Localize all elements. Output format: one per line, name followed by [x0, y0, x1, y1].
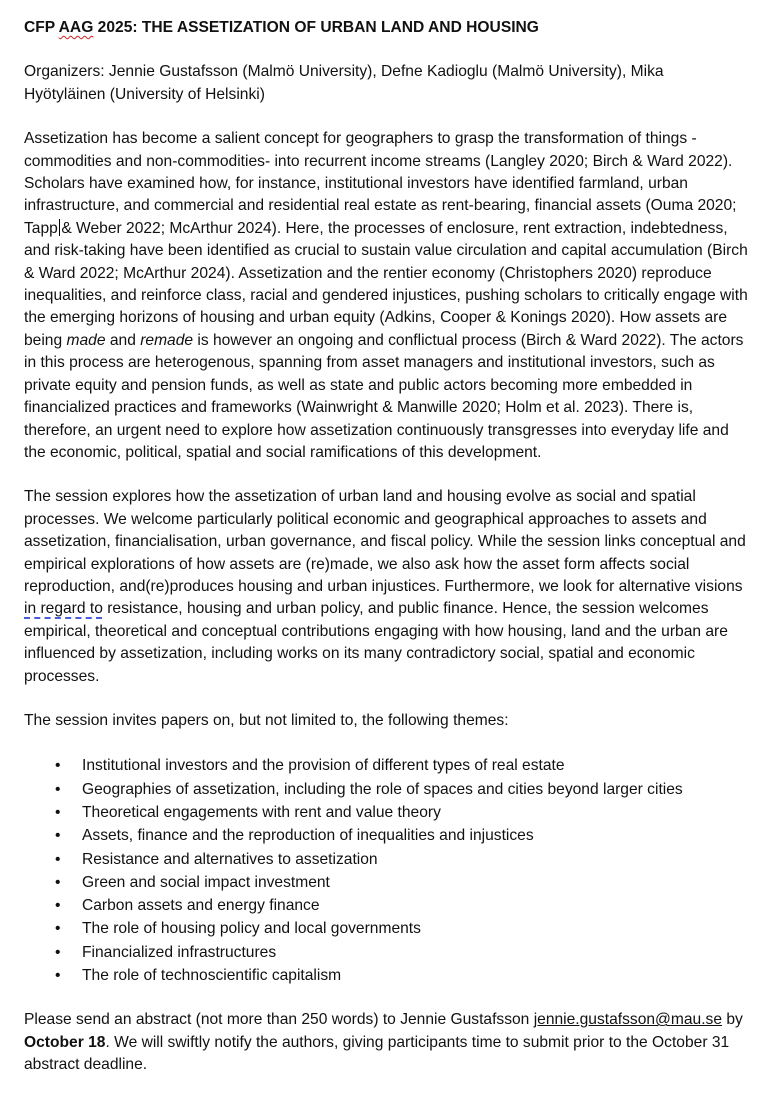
theme-text: Geographies of assetization, including the role of spaces and cities beyond larger cities: [82, 780, 683, 798]
theme-text: The role of technoscientific capitalism: [82, 967, 342, 985]
list-item: [24, 871, 748, 894]
session-paragraph: [24, 486, 748, 688]
bullet-icon: •: [55, 803, 61, 821]
intro-text-part3: is however an ongoing and conflictual process (Birch & Ward 2022). The actors in this process are heterogenous, spanning from asset managers and institutional investors, such as private equity and pension funds, as well as state and public actors becoming more embedded in financialized practices and frameworks (Wainwright & Manwille 2020; Holm et al. 2023). There is, therefore, an urgent need to explore how assetization continuously transgresses into everyday life and the economic, political, spatial and social ramifications of this development.: [24, 331, 744, 461]
grammar-flagged-phrase[interactable]: in regard to: [24, 600, 103, 618]
session-text-part2: resistance, housing and urban policy, and public finance. Hence, the session welcomes empirical, theoretical and conceptual contributions engaging with how housing, land and the urban are influenced by assetization, including works on its many contradictory social, spatial and economic processes.: [24, 600, 728, 685]
themes-intro: The session invites papers on, but not limited to, the following themes:: [24, 711, 509, 729]
theme-text: Assets, finance and the reproduction of inequalities and injustices: [82, 827, 534, 845]
document-page: [24, 17, 748, 1099]
bullet-icon: •: [55, 827, 61, 845]
theme-text: Institutional investors and the provision of different types of real estate: [82, 757, 565, 775]
bullet-icon: •: [55, 780, 61, 798]
session-text-part1: The session explores how the assetization of urban land and housing evolve as social and spatial processes. We welcome particularly political economic and geographical approaches to assets and assetization, financialisation, urban governance, and fiscal policy. While the session links conceptual and empirical explorations of how assets are (re)made, we also ask how the asset form affects social reproduction, and(re)produces housing and urban injustices. Furthermore, we look for alternative visions: [24, 488, 746, 595]
bullet-icon: •: [55, 873, 61, 891]
bullet-icon: •: [55, 943, 61, 961]
title-prefix: CFP: [24, 19, 55, 36]
closing-paragraph: [24, 1009, 748, 1076]
bullet-icon: •: [55, 967, 61, 985]
intro-italic-made: made: [66, 331, 106, 349]
document-title: [24, 17, 748, 39]
email-link[interactable]: jennie.gustafsson@mau.se: [533, 1011, 723, 1029]
theme-text: Financialized infrastructures: [82, 943, 277, 961]
theme-text: Theoretical engagements with rent and value theory: [82, 803, 441, 821]
intro-text-part1: Assetization has become a salient concept for geographers to grasp the transformation of things -commodities and non-commodities- into recurrent income streams (Langley 2020; Birch & Ward 2022). Scholars have examined how, for instance, institutional investors have identified farmland, urban infrastructure, and commercial and residential real estate as rent-bearing, financial assets (Ouma 2020; Tapp: [24, 130, 737, 237]
bullet-icon: •: [55, 897, 61, 915]
theme-text: Green and social impact investment: [82, 873, 330, 891]
list-item: [24, 917, 748, 940]
list-item: [24, 801, 748, 824]
theme-text: The role of housing policy and local governments: [82, 920, 421, 938]
bullet-icon: •: [55, 850, 61, 868]
theme-text: Carbon assets and energy finance: [82, 897, 320, 915]
list-item: [24, 848, 748, 871]
intro-italic-remade: remade: [140, 331, 194, 349]
list-item: [24, 824, 748, 847]
intro-text-part2: & Weber 2022; McArthur 2024). Here, the processes of enclosure, rent extraction, indebtedness, and risk-taking have been identified as crucial to sustain value circulation and capital accumulation (Birch & Ward 2022; McArthur 2024). Assetization and the rentier economy (Christophers 2020) reproduce inequalities, and reinforce class, racial and gendered injustices, pushing scholars to critically engage with the emerging horizons of housing and urban equity (Adkins, Cooper & Konings 2020). How assets are being: [24, 219, 748, 349]
closing-text-part2: . We will swiftly notify the authors, giving participants time to submit prior to the October 31 abstract deadline.: [24, 1033, 730, 1074]
closing-text-by: by: [722, 1011, 743, 1029]
title-spellcheck-word[interactable]: AAG: [58, 19, 94, 36]
list-item: [24, 754, 748, 777]
deadline-date: October 18: [24, 1033, 106, 1051]
closing-text-part1: Please send an abstract (not more than 250 words) to Jennie Gustafsson: [24, 1011, 534, 1029]
intro-text-and: and: [105, 331, 141, 349]
themes-list: [24, 754, 748, 987]
list-item: [24, 941, 748, 964]
list-item: [24, 778, 748, 801]
bullet-icon: •: [55, 757, 61, 775]
theme-text: Resistance and alternatives to assetization: [82, 850, 378, 868]
bullet-icon: •: [55, 920, 61, 938]
list-item: [24, 964, 748, 987]
organizers-paragraph: Organizers: Jennie Gustafsson (Malmö University), Defne Kadioglu (Malmö University), Mika Hyötyläinen (University of Helsinki): [24, 63, 664, 103]
title-text: 2025: THE ASSETIZATION OF URBAN LAND AND HOUSING: [97, 19, 539, 36]
intro-paragraph: [24, 128, 748, 464]
list-item: [24, 894, 748, 917]
